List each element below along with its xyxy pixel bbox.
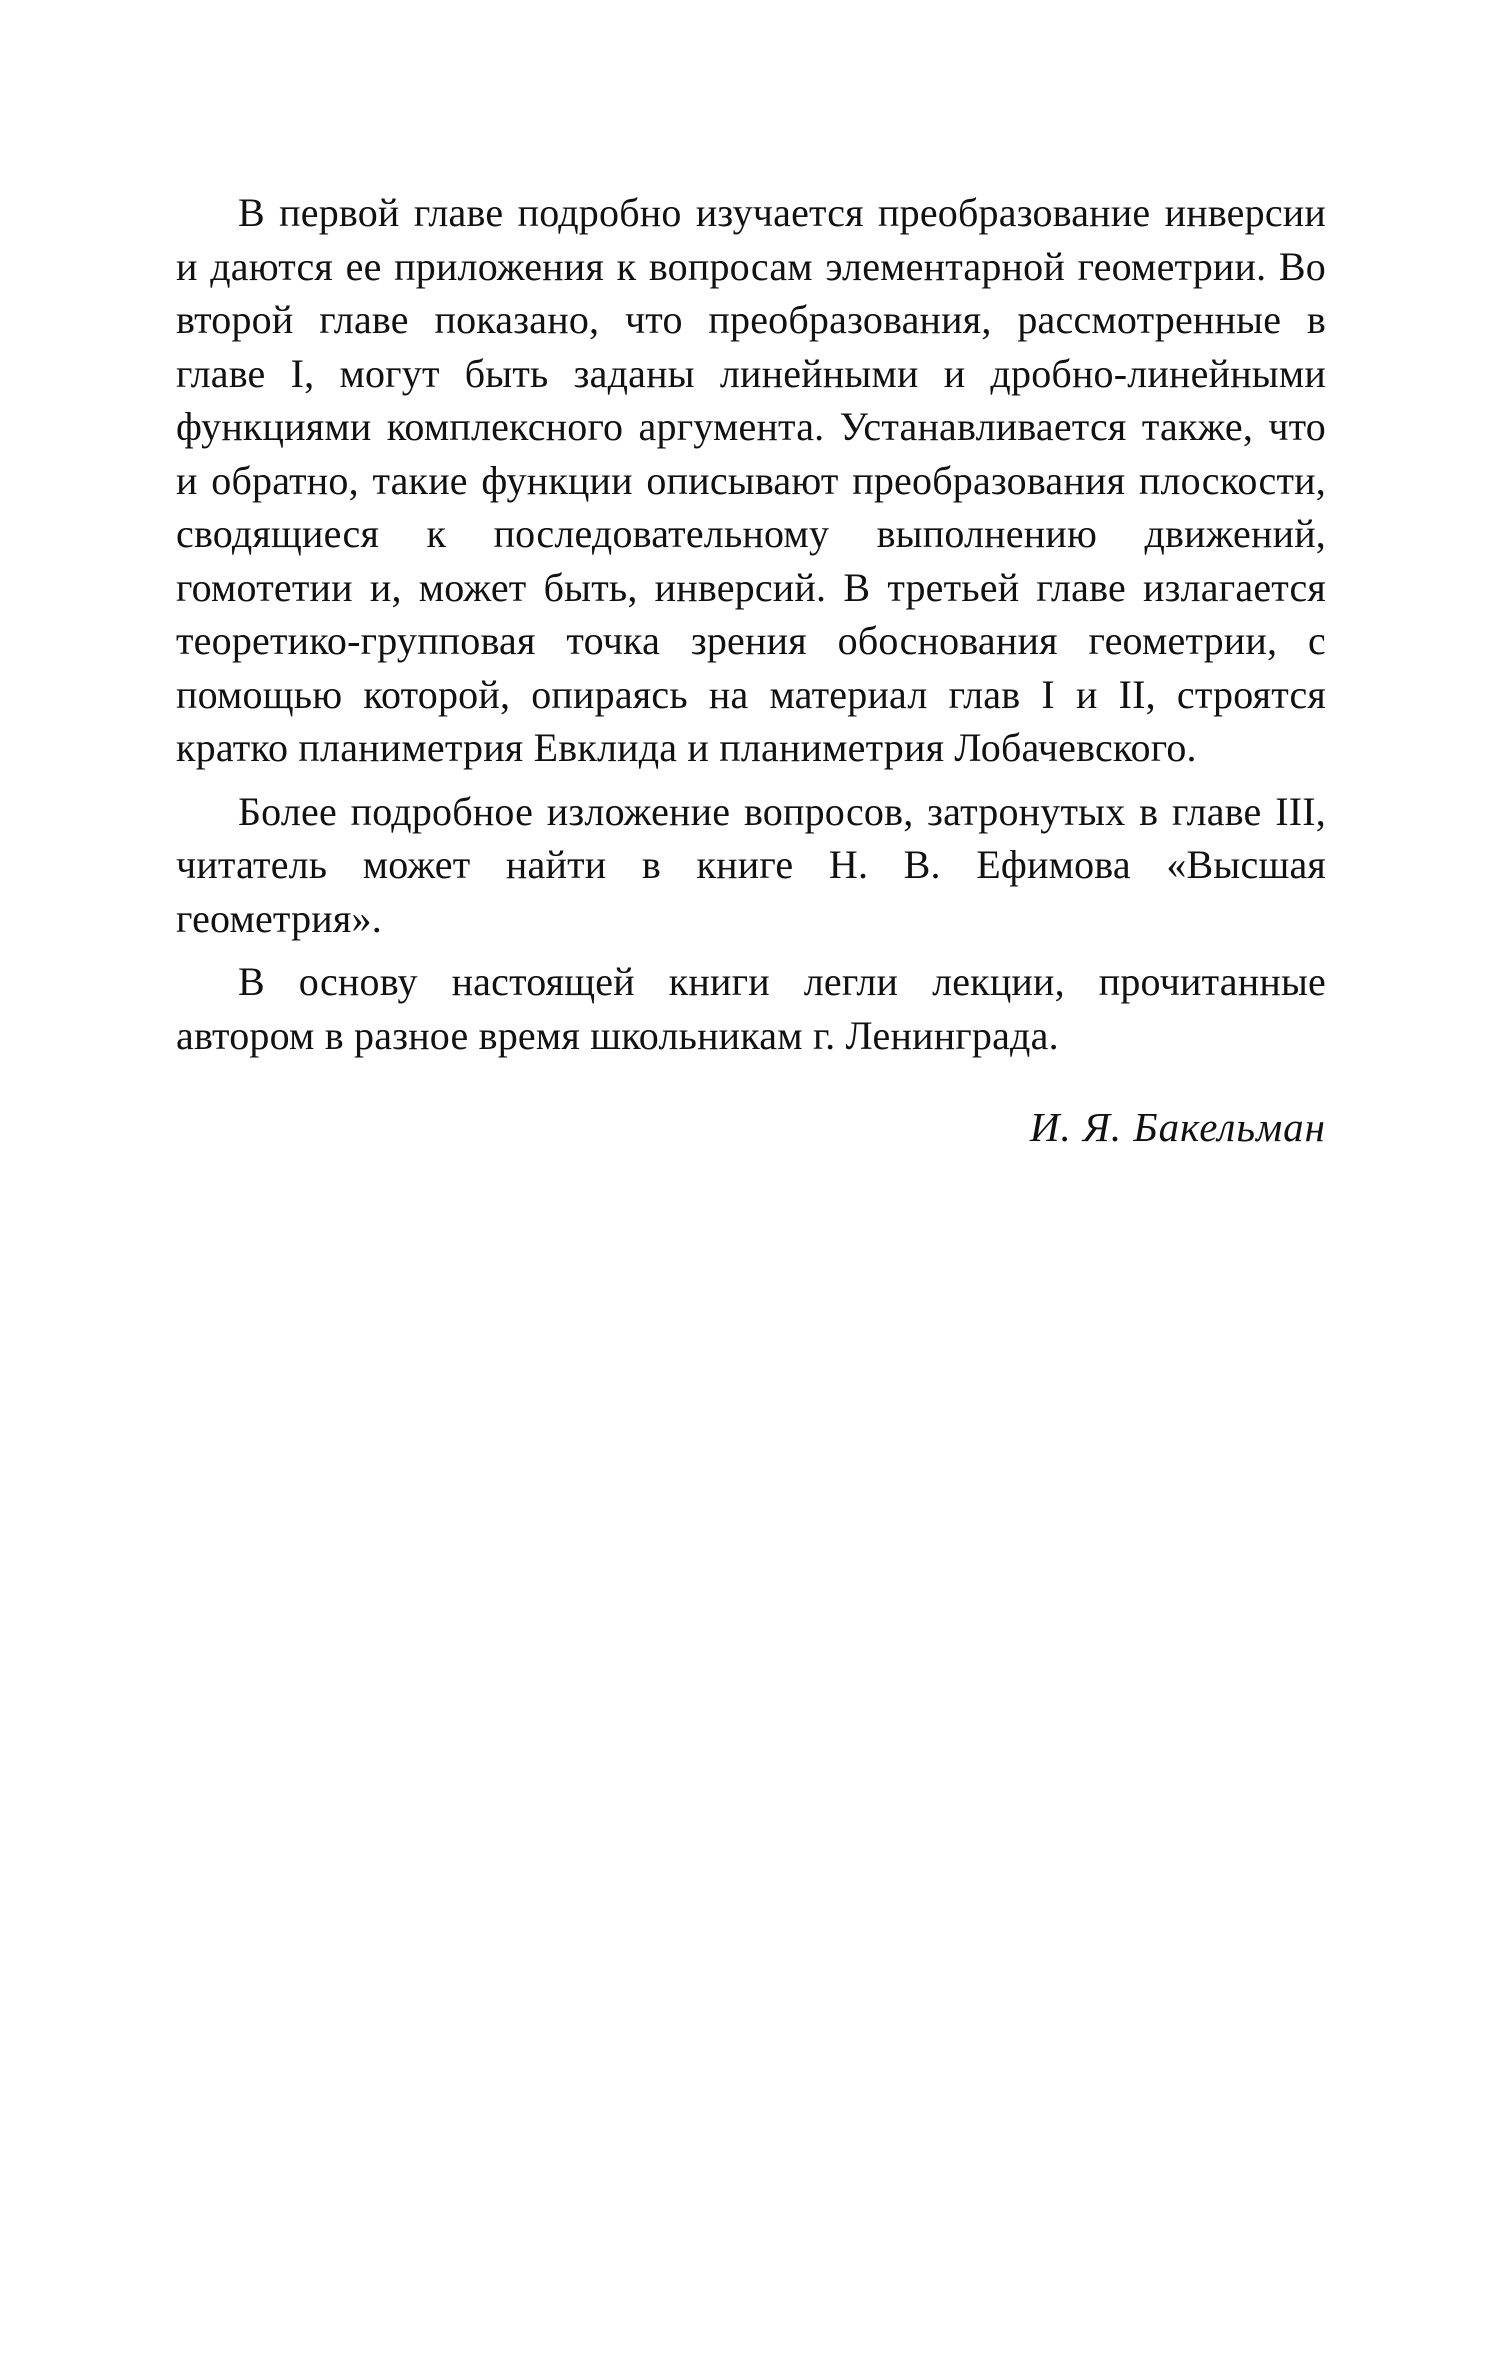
text-page (176, 186, 1326, 1154)
author-signature: И. Я. Бакельман (1029, 1104, 1326, 1150)
paragraph-chapters-overview: В первой главе подробно изучается преобразование инверсии и даются ее приложения к вопросам элементарной геометрии. Во второй главе показано, что преобразования, рассмотренные в главе I, могут быть заданы линейными и дробно-линейными функциями комплексного аргумента. Устанавливается также, что и обратно, такие функции описывают преобразования плоскости, сводящиеся к последовательному выполнению движений, гомотетии и, может быть, инверсий. В третьей главе излагается теоретико-групповая точка зрения обоснования геометрии, с помощью которой, опираясь на материал глав I и II, строятся кратко планиметрия Евклида и планиметрия Лобачевского. (176, 190, 1326, 770)
paragraph-lectures-origin: В основу настоящей книги легли лекции, прочитанные автором в разное время школьникам г. Ленинграда. (176, 959, 1326, 1058)
paragraph-further-reading: Более подробное изложение вопросов, затронутых в главе III, читатель может найти в книге Н. В. Ефимова «Высшая геометрия». (176, 788, 1326, 941)
